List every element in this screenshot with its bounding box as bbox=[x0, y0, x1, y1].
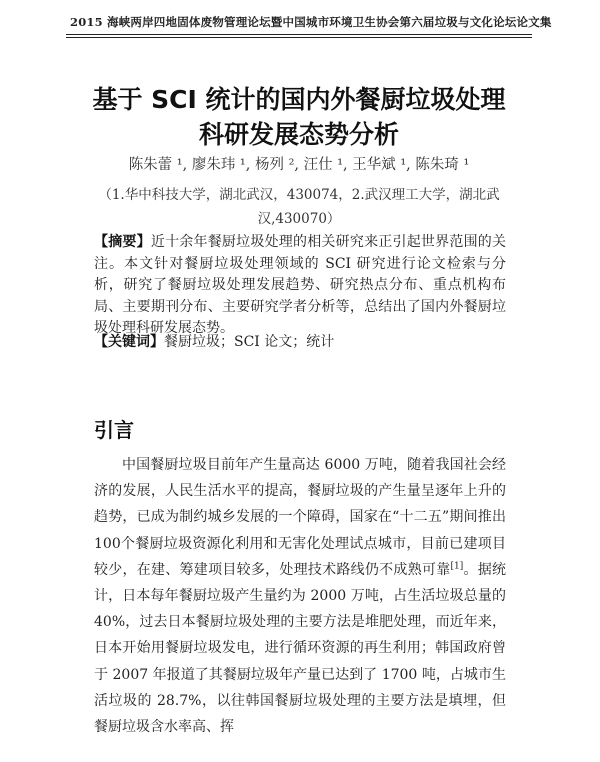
abstract bbox=[94, 232, 506, 340]
keywords-label: 【关键词】 bbox=[94, 334, 164, 350]
header-rule-secondary bbox=[66, 37, 532, 38]
intro-text-part-1: 中国餐厨垃圾目前年产生量高达 6000 万吨，随着我国社会经济的发展，人民生活水平的提高，餐厨垃圾的产生量呈逐年上升的趋势，已成为制约城乡发展的一个障碍，国家在“十二五”期间推出 100个餐厨垃圾资源化利用和无害化处理试点城市，目前已建项目较少，在建、筹建项目较多，处理技术路线仍不成熟可靠 bbox=[94, 457, 506, 578]
keywords bbox=[94, 331, 506, 351]
section-heading-introduction: 引言 bbox=[94, 418, 134, 442]
affiliation-line-2: 汉,430070） bbox=[257, 211, 341, 227]
affiliation-line-1: （1.华中科技大学，湖北武汉，430074，2.武汉理工大学，湖北武 bbox=[98, 187, 500, 203]
header-rule bbox=[66, 34, 532, 35]
abstract-text: 近十余年餐厨垃圾处理的相关研究来正引起世界范围的关注。本文针对餐厨垃圾处理领域的 SCI 研究进行论文检索与分析，研究了餐厨垃圾处理发展趋势、研究热点分布、重点机构布局、主要期刊分布、主要研究学者分析等，总结出了国内外餐厨垃圾处理科研发展态势。 bbox=[94, 234, 507, 336]
intro-text-part-2: 。据统计，日本每年餐厨垃圾产生量约为 2000 万吨，占生活垃圾总量的 40%，过去日本餐厨垃圾处理的主要方法是堆肥处理，而近年来，日本开始用餐厨垃圾发电，进行循环资源的再生利用；韩国政府曾于 2007 年报道了其餐厨垃圾年产量已达到了 1700 吨，占城市生活垃圾的 28.7%，以往韩国餐厨垃圾处理的主要方法是填埋，但餐厨垃圾含水率高、挥 bbox=[94, 561, 507, 736]
paper-title-line-2: 科研发展态势分析 bbox=[198, 120, 399, 149]
citation-reference: [1] bbox=[450, 561, 464, 572]
abstract-label: 【摘要】 bbox=[94, 234, 151, 250]
keywords-text: 餐厨垃圾；SCI 论文；统计 bbox=[164, 334, 335, 350]
introduction-paragraph bbox=[94, 452, 506, 740]
paper-title-line-1: 基于 SCI 统计的国内外餐厨垃圾处理 bbox=[92, 85, 506, 114]
running-header: 2015 海峡两岸四地固体废物管理论坛暨中国城市环境卫生协会第六届垃圾与文化论坛论文集 bbox=[70, 15, 552, 29]
author-list: 陈朱蕾 ¹, 廖朱玮 ¹, 杨列 ², 汪仕 ¹, 王华斌 ¹, 陈朱琦 ¹ bbox=[128, 157, 470, 173]
